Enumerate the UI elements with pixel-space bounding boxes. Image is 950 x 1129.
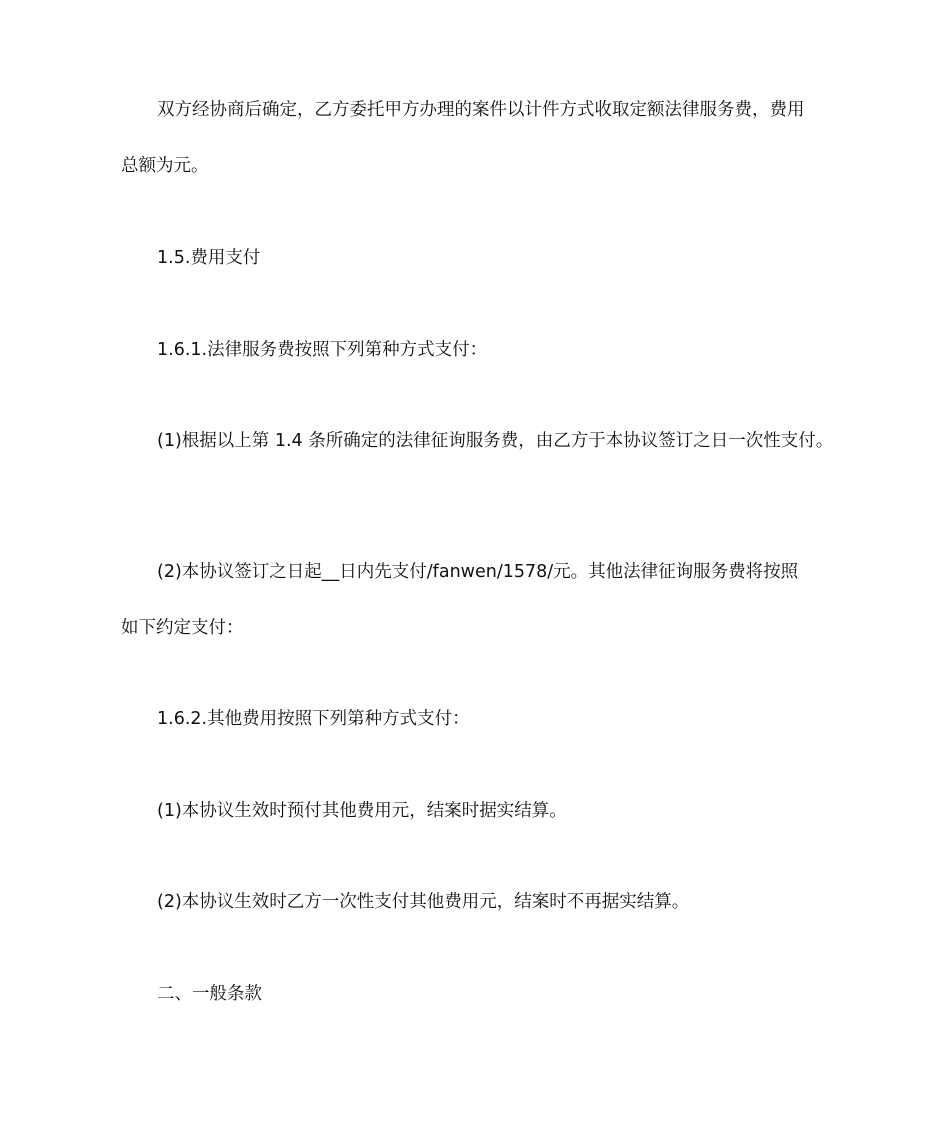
item-2-other-fees-lump-sum: (2)本协议生效时乙方一次性支付其他费用元，结案时不再据实结算。 <box>157 892 690 912</box>
paragraph-fee-agreement-line2: 总额为元。 <box>121 156 209 176</box>
item-2-prepayment-line1: (2)本协议签订之日起__日内先支付/fanwen/1578/元。其他法律征询服务费将按照 <box>157 562 799 582</box>
section-heading-fee-payment: 1.5.费用支付 <box>157 248 261 268</box>
section-heading-general-terms: 二、一般条款 <box>157 984 262 1004</box>
item-1-other-fees-prepay: (1)本协议生效时预付其他费用元，结案时据实结算。 <box>157 801 567 821</box>
paragraph-fee-agreement-line1: 双方经协商后确定，乙方委托甲方办理的案件以计件方式收取定额法律服务费，费用 <box>157 100 805 120</box>
item-1-lump-sum: (1)根据以上第 1.4 条所确定的法律征询服务费，由乙方于本协议签订之日一次性支付。 <box>157 431 834 451</box>
item-2-prepayment-line2: 如下约定支付： <box>121 618 244 638</box>
clause-1-6-1: 1.6.1.法律服务费按照下列第种方式支付： <box>157 340 488 360</box>
clause-1-6-2: 1.6.2.其他费用按照下列第种方式支付： <box>157 709 470 729</box>
